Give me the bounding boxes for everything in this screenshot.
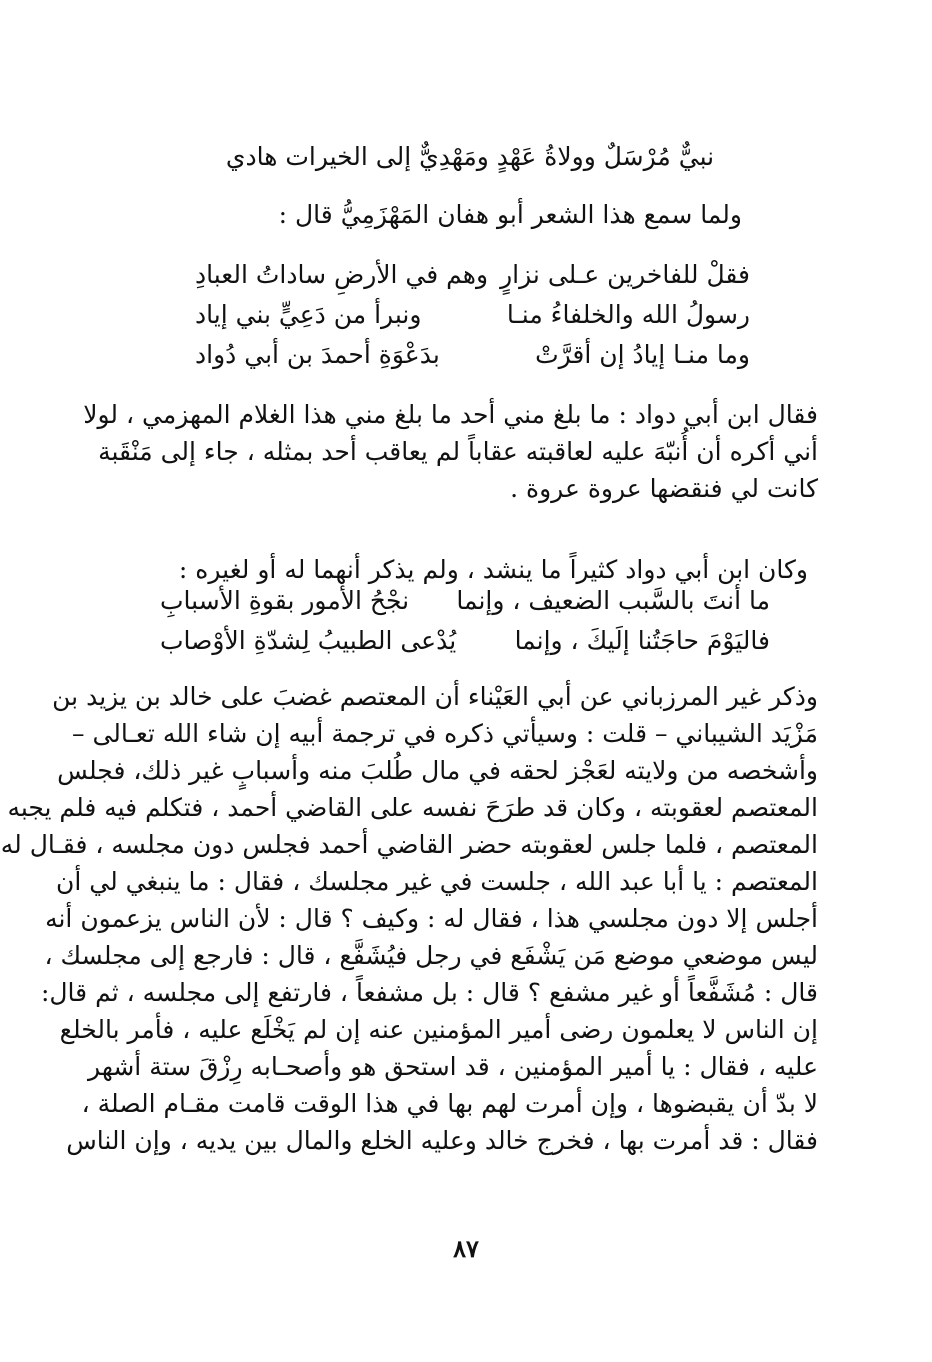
paragraph-line: فقال : قد أمرت بها ، فخرج خالد وعليه الخلع والمال بين يديه ، وإن الناس (66, 1126, 818, 1155)
opening-verse: نبيٌّ مُرْسَلٌ وولاةُ عَهْدٍ ومَهْدِيٌّ إلى الخيرات هادي (225, 142, 715, 171)
paragraph-line: كانت لي فنقضها عروة عروة . (510, 474, 818, 503)
paragraph-line: المعتصم ، فلما جلس لعقوبته حضر القاضي أحمد فجلس دون مجلسه ، فقـال له (0, 830, 818, 859)
verse-first-hemistich: فقلْ للفاخرين عـلى نزارٍ (500, 260, 750, 289)
paragraph-line: وأشخصه من ولايته لعَجْز لحقه في مال طُلبَ منه وأسبابٍ غير ذلك، فجلس (57, 756, 818, 785)
paragraph-line: المعتصم لعقوبته ، وكان قد طرَحَ نفسه على القاضي أحمد ، فتكلم فيه فلم يجبه (7, 793, 818, 822)
paragraph-1 (83, 398, 818, 509)
paragraph-line: فقال ابن أبي دواد : ما بلغ مني أحد ما بلغ مني هذا الغلام المهزمي ، لولا (83, 400, 818, 429)
page-number: ٨٧ (453, 1234, 479, 1263)
paragraph-2-line: وكان ابن أبي دواد كثيراً ما ينشد ، ولم يذكر أنهما له أو لغيره : (178, 555, 808, 584)
paragraph-line: مَزْيَد الشيباني – قلت : وسيأتي ذكره في ترجمة أبيه إن شاء الله تعـالى – (72, 719, 818, 748)
verse-line (195, 298, 750, 332)
paragraph-line: إن الناس لا يعلمون رضى أمير المؤمنين عنه إن لم يَخْلَع عليه ، فأمر بالخلع (59, 1015, 818, 1044)
paragraph-line: المعتصم : يا أبا عبد الله ، جلست في غير مجلسك ، فقال : ما ينبغي لي أن (56, 867, 818, 896)
intro-line: ولما سمع هذا الشعر أبو هفان المَهْزَمِيُّ قال : (278, 200, 742, 229)
paragraph-line: لا بدّ أن يقبضوها ، وإن أمرت لهم بها في هذا الوقت قامت مقـام الصلة ، (81, 1089, 818, 1118)
verse-first-hemistich: فاليَوْمَ حاجَتُنا إلَيكَ ، وإنما (514, 626, 770, 655)
verse-line (195, 338, 750, 372)
paragraph-line: أني أكره أن أُنبّهَ عليه لعاقبته عقاباً لم يعاقب أحد بمثله ، جاء إلى مَنْقَبة (98, 437, 818, 466)
verse-first-hemistich: وما منـا إيادُ إن أقرَّتْ (535, 340, 750, 369)
paragraph-line: قال : مُشَفَّعاً أو غير مشفع ؟ قال : بل مشفعاً ، فارتفع إلى مجلسه ، ثم قال: (40, 978, 818, 1007)
paragraph-line: عليه ، فقال : يا أمير المؤمنين ، قد استحق هو وأصحـابه رِزْقَ ستة أشهر (88, 1052, 818, 1081)
paragraph-line: ليس موضعي موضع مَن يَشْفَع في رجل فيُشَفَّع ، قال : فارجع إلى مجلسك ، (44, 941, 818, 970)
verse-second-hemistich: نجْحُ الأمور بقوةِ الأسبابِ (160, 586, 410, 615)
verse-first-hemistich: ما أنتَ بالسَّبب الضعيف ، وإنما (456, 586, 770, 615)
verse-second-hemistich: وهم في الأرضِ ساداتُ العبادِ (195, 260, 489, 289)
verse-second-hemistich: بدَعْوَةِ أحمدَ بن أبي دُواد (195, 340, 440, 369)
verse-line (195, 258, 750, 292)
paragraph-3 (0, 680, 818, 1161)
verse-second-hemistich: ونبرأ من دَعِيٍّ بني إياد (195, 300, 422, 329)
verse-line (160, 624, 770, 658)
verse-line (160, 584, 770, 618)
paragraph-line: أجلس إلا دون مجلسي هذا ، فقال له : وكيف ؟ قال : لأن الناس يزعمون أنه (45, 904, 818, 933)
verse-first-hemistich: رسولُ الله والخلفاءُ منـا (506, 300, 750, 329)
paragraph-line: وذكر غير المرزباني عن أبي العَيْناء أن المعتصم غضبَ على خالد بن يزيد بن (52, 682, 818, 711)
verse-second-hemistich: يُدْعى الطبيبُ لِشدّةِ الأوْصاب (160, 626, 457, 655)
